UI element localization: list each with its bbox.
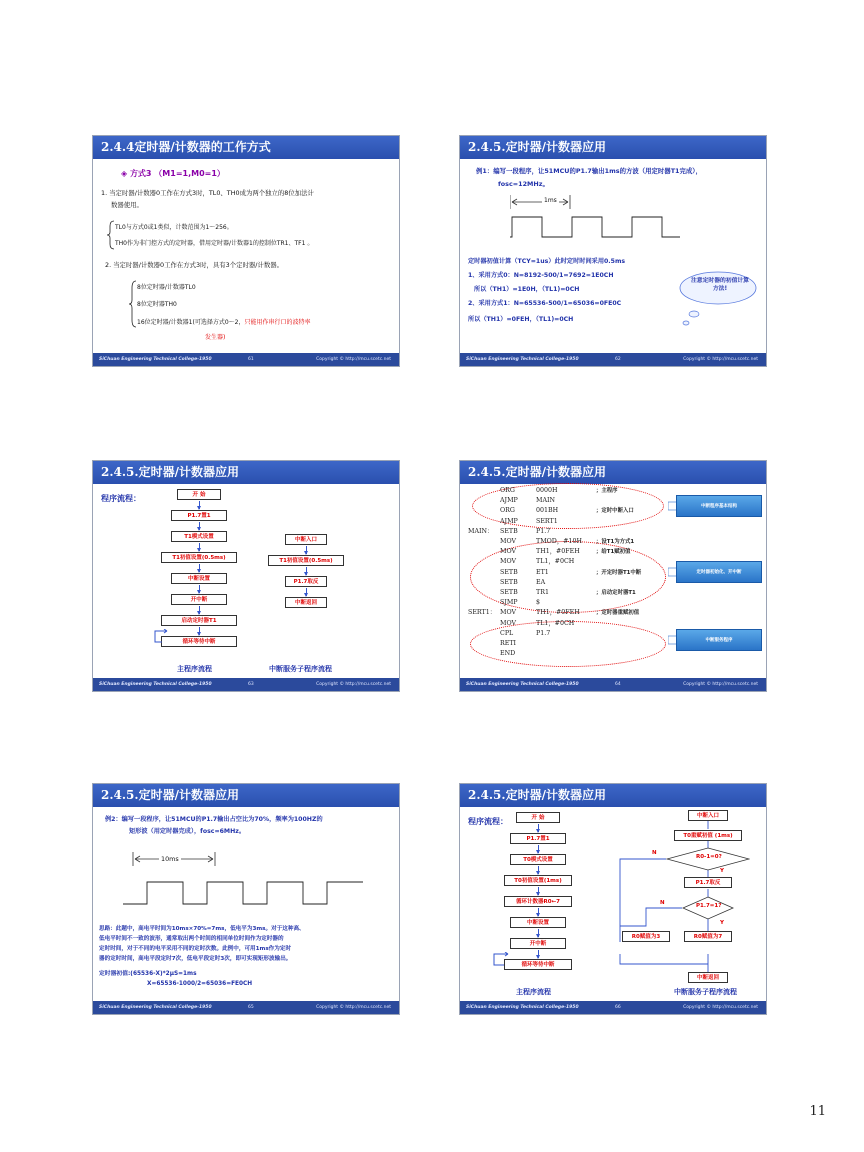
period-label: 10ms [161, 855, 179, 863]
code-opcode: ORG [500, 487, 515, 494]
idea-line: 思路：此题中，高电平时间为10ms×70%=7ms，低电平为3ms。对于这种高、 [99, 926, 305, 932]
code-operand: P1.7 [536, 629, 551, 637]
code-operand: ET1 [536, 568, 549, 576]
isr-step: R0赋值为7 [684, 931, 732, 942]
loop-arrow-icon [492, 952, 512, 972]
slide-example-2 [92, 783, 400, 1015]
counter-item-2: 8位定时器TH0 [137, 301, 177, 308]
code-opcode: MOV [500, 538, 517, 545]
code-operand: 001BH [536, 507, 559, 515]
isr-return: 中断返回 [285, 597, 327, 608]
idea-line: 器的定时时间，高电平段定时7次，低电平段定时3次，即可实现矩形波输出。 [99, 956, 292, 962]
isr-flow-caption: 中断服务子程序流程 [269, 665, 332, 673]
code-comment: ；定时中断入口 [596, 508, 634, 515]
flow-arrow [538, 845, 539, 853]
flow-arrow [538, 908, 539, 916]
code-opcode: CPL [500, 629, 514, 637]
isr-step: P1.7取反 [285, 576, 327, 587]
flow-step: 中断设置 [510, 917, 566, 928]
rect-wave-diagram [121, 842, 381, 912]
flow-label: 程序流程： [468, 817, 508, 826]
code-operand: TH1，#0FEH [536, 609, 580, 617]
bullet-th0: TH0作为非门控方式的定时器，借用定时器/计数器1的控制位TR1、TF1 。 [115, 240, 314, 247]
flow-arrow [538, 887, 539, 895]
code-operand: TR1 [536, 589, 549, 596]
code-opcode: SETB [500, 589, 518, 596]
flow-arrow [199, 627, 200, 635]
code-operand: P1.7 [536, 527, 551, 535]
isr-entry: 中断入口 [285, 534, 327, 545]
flow-arrow [538, 824, 539, 832]
code-operand: TL1，#0CH [536, 558, 575, 566]
paragraph-2: 2. 当定时器/计数器0工作在方式3时，具有3个定时器/计数器。 [105, 261, 284, 269]
calc-line-5: 所以（TH1）=0FEH，（TL1)=0CH [468, 316, 574, 323]
cloud-note: 注意定时器的初值计算方法! [691, 278, 749, 292]
code-operand: $ [536, 599, 541, 607]
code-opcode: SETB [500, 578, 518, 586]
code-operand: TL1，#0CH [536, 619, 575, 627]
calc-line-3: 所以（TH1）=1E0H，（TL1)=0CH [474, 286, 580, 293]
no-label: N [652, 850, 657, 856]
slide-footer: SiChuan Engineering Technical College-1950 65 Copyright © http://mcu.scetc.net [93, 1001, 399, 1014]
flow-step: 循环等待中断 [161, 636, 237, 647]
isr-entry: 中断入口 [688, 810, 728, 821]
idea-line: 定时时间，对于不同的电平采用不同的定时次数。此例中，可用1ms作为定时 [99, 946, 292, 952]
slide-title: 2.4.5.定时器/计数器应用 [93, 784, 399, 807]
code-operand: TMOD，#10H [536, 538, 582, 545]
flow-start: 开 始 [516, 812, 560, 823]
brace-icon [107, 220, 115, 250]
main-flow-caption: 主程序流程 [516, 988, 551, 996]
slide-footer: SiChuan Engineering Technical College-1950 64 Copyright © http://mcu.scetc.net [460, 678, 766, 691]
idea-line: 低电平时间不一致的波形，通常取出两个时间的相同单位时间作为定时器的 [99, 936, 284, 942]
mode-heading: ◈ 方式3 （M1=1,M0=1） [121, 169, 225, 178]
isr-step: T0重赋初值 (1ms) [674, 830, 742, 841]
flow-arrow [538, 929, 539, 937]
flow-step: 循环等待中断 [504, 959, 572, 970]
code-opcode: END [500, 650, 516, 658]
example-text: 例1：编写一段程序，让51MCU的P1.7输出1ms的方波（用定时器T1完成）， [476, 167, 702, 175]
calc-line-1: 定时器初值计算（TCY=1us）此时定时时间采用0.5ms [468, 258, 626, 265]
code-opcode: ORG [500, 507, 515, 515]
flow-step: T0模式设置 [510, 854, 566, 865]
flow-arrow [199, 543, 200, 551]
code-opcode: AJMP [500, 517, 518, 525]
code-opcode: MOV [500, 619, 517, 627]
slide-footer: SiChuan Engineering Technical College-1950 61 Copyright © http://mcu.scetc.net [93, 353, 399, 366]
example-text-cont: 矩形波（用定时器完成），fosc=6MHz。 [129, 828, 246, 835]
flow-arrow [199, 564, 200, 572]
flow-arrow [306, 588, 307, 596]
slide-code-listing [459, 460, 767, 692]
slide-flowchart-2 [459, 783, 767, 1015]
brace-icon [129, 280, 137, 328]
flow-arrow [306, 546, 307, 554]
fosc-text: fosc=12MHz。 [498, 180, 549, 188]
annotation-box: 中断服务程序 [676, 629, 762, 651]
period-label: 1ms [544, 197, 557, 204]
isr-step: P1.7取反 [684, 877, 732, 888]
code-comment: ；主程序 [596, 488, 618, 494]
flow-step: 启动定时器T1 [161, 615, 237, 626]
decision-label: R0-1=0? [696, 854, 722, 860]
example-text: 例2：编写一段程序，让51MCU的P1.7输出占空比为70%，频率为100HZ的 [105, 816, 323, 823]
code-opcode: MOV [500, 609, 517, 617]
slide-example-1 [459, 135, 767, 367]
yes-label: Y [720, 868, 724, 874]
code-operand: TH1，#0FEH [536, 548, 580, 556]
loop-arrow-icon [153, 629, 173, 649]
slide-timer-mode3 [92, 135, 400, 367]
code-label: MAIN： [468, 527, 494, 535]
flow-label: 程序流程： [101, 494, 141, 503]
flow-start: 开 始 [177, 489, 221, 500]
flow-arrow [199, 606, 200, 614]
flow-arrow [306, 567, 307, 575]
paragraph-1: 1. 当定时器/计数器0工作在方式3时，TL0、TH0成为两个独立的8位加法计 [101, 189, 314, 197]
decision-label: P1.7=1? [696, 903, 722, 909]
code-operand: EA [536, 578, 546, 586]
counter-item-3-cont: 发生器) [205, 334, 226, 341]
paragraph-1-cont: 数器使用。 [111, 201, 143, 209]
code-opcode: SJMP [500, 599, 518, 607]
flow-arrow [199, 585, 200, 593]
isr-step: R0赋值为3 [622, 931, 670, 942]
square-wave-diagram [510, 191, 710, 241]
flow-step: P1.7置1 [171, 510, 227, 521]
calc-line-4: 2、采用方式1：N=65536-500/1=65036=0FE0C [468, 300, 622, 307]
flow-arrow [538, 866, 539, 874]
code-opcode: AJMP [500, 497, 518, 505]
flow-step: 循环计数器R0←7 [504, 896, 572, 907]
slide-flowchart-1 [92, 460, 400, 692]
isr-step: T1初值设置(0.5ms) [268, 555, 344, 566]
slide-title: 2.4.4定时器/计数器的工作方式 [93, 136, 399, 159]
code-comment: ；给T1赋初值 [596, 549, 631, 556]
init-result: X=65536-1000/2=65036=FE0CH [147, 981, 253, 987]
calc-line-2: 1、采用方式0：N=8192-500/1=7692=1E0CH [468, 272, 614, 279]
slide-footer: SiChuan Engineering Technical College-1950 66 Copyright © http://mcu.scetc.net [460, 1001, 766, 1014]
slide-title: 2.4.5.定时器/计数器应用 [460, 784, 766, 807]
flow-step: 中断设置 [171, 573, 227, 584]
flow-step: 开中断 [510, 938, 566, 949]
no-label: N [660, 900, 665, 906]
flow-step: P1.7置1 [510, 833, 566, 844]
flow-step: 开中断 [171, 594, 227, 605]
flow-arrow [538, 950, 539, 958]
yes-label: Y [720, 920, 724, 926]
counter-item-3: 16位定时器/计数器1(可选择方式0～2，只能用作串行口的波特率 [137, 319, 311, 326]
flow-arrow [199, 522, 200, 530]
code-opcode: MOV [500, 548, 517, 556]
page-number: 11 [809, 1104, 826, 1119]
code-opcode: MOV [500, 558, 517, 566]
bullet-tl0: TL0与方式0或1类似，计数范围为1～256。 [115, 224, 233, 231]
code-label: SERT1： [468, 609, 497, 617]
flow-step: T1初值设置(0.5ms) [161, 552, 237, 563]
annotation-box: 定时器初始化、开中断 [676, 561, 762, 583]
code-operand: SERT1 [536, 517, 558, 525]
isr-return: 中断返回 [688, 972, 728, 983]
flow-step: T0初值设置(1ms) [504, 875, 572, 886]
main-flow-caption: 主程序流程 [177, 665, 212, 673]
flow-arrow [199, 501, 200, 509]
slide-title: 2.4.5.定时器/计数器应用 [460, 461, 766, 484]
code-comment: ；定时器重赋初值 [596, 610, 640, 617]
init-calc: 定时器初值:(65536-X)*2μS=1ms [99, 971, 197, 977]
slide-footer: SiChuan Engineering Technical College-1950 62 Copyright © http://mcu.scetc.net [460, 353, 766, 366]
code-comment: ；开定时器T1中断 [596, 569, 642, 576]
code-operand: 0000H [536, 487, 558, 494]
code-comment: ；设T1为方式1 [596, 539, 635, 545]
code-opcode: RETI [500, 640, 517, 647]
annotation-box: 中断程序基本结构 [676, 495, 762, 517]
slide-title: 2.4.5.定时器/计数器应用 [460, 136, 766, 159]
slide-footer: SiChuan Engineering Technical College-1950 63 Copyright © http://mcu.scetc.net [93, 678, 399, 691]
code-operand: MAIN [536, 497, 555, 505]
code-comment: ；启动定时器T1 [596, 590, 636, 596]
code-opcode: SETB [500, 527, 518, 535]
counter-item-1: 8位定时器/计数器TL0 [137, 284, 196, 291]
code-opcode: SETB [500, 568, 518, 576]
flow-step: T1模式设置 [171, 531, 227, 542]
isr-flow-caption: 中断服务子程序流程 [674, 988, 737, 996]
slide-title: 2.4.5.定时器/计数器应用 [93, 461, 399, 484]
